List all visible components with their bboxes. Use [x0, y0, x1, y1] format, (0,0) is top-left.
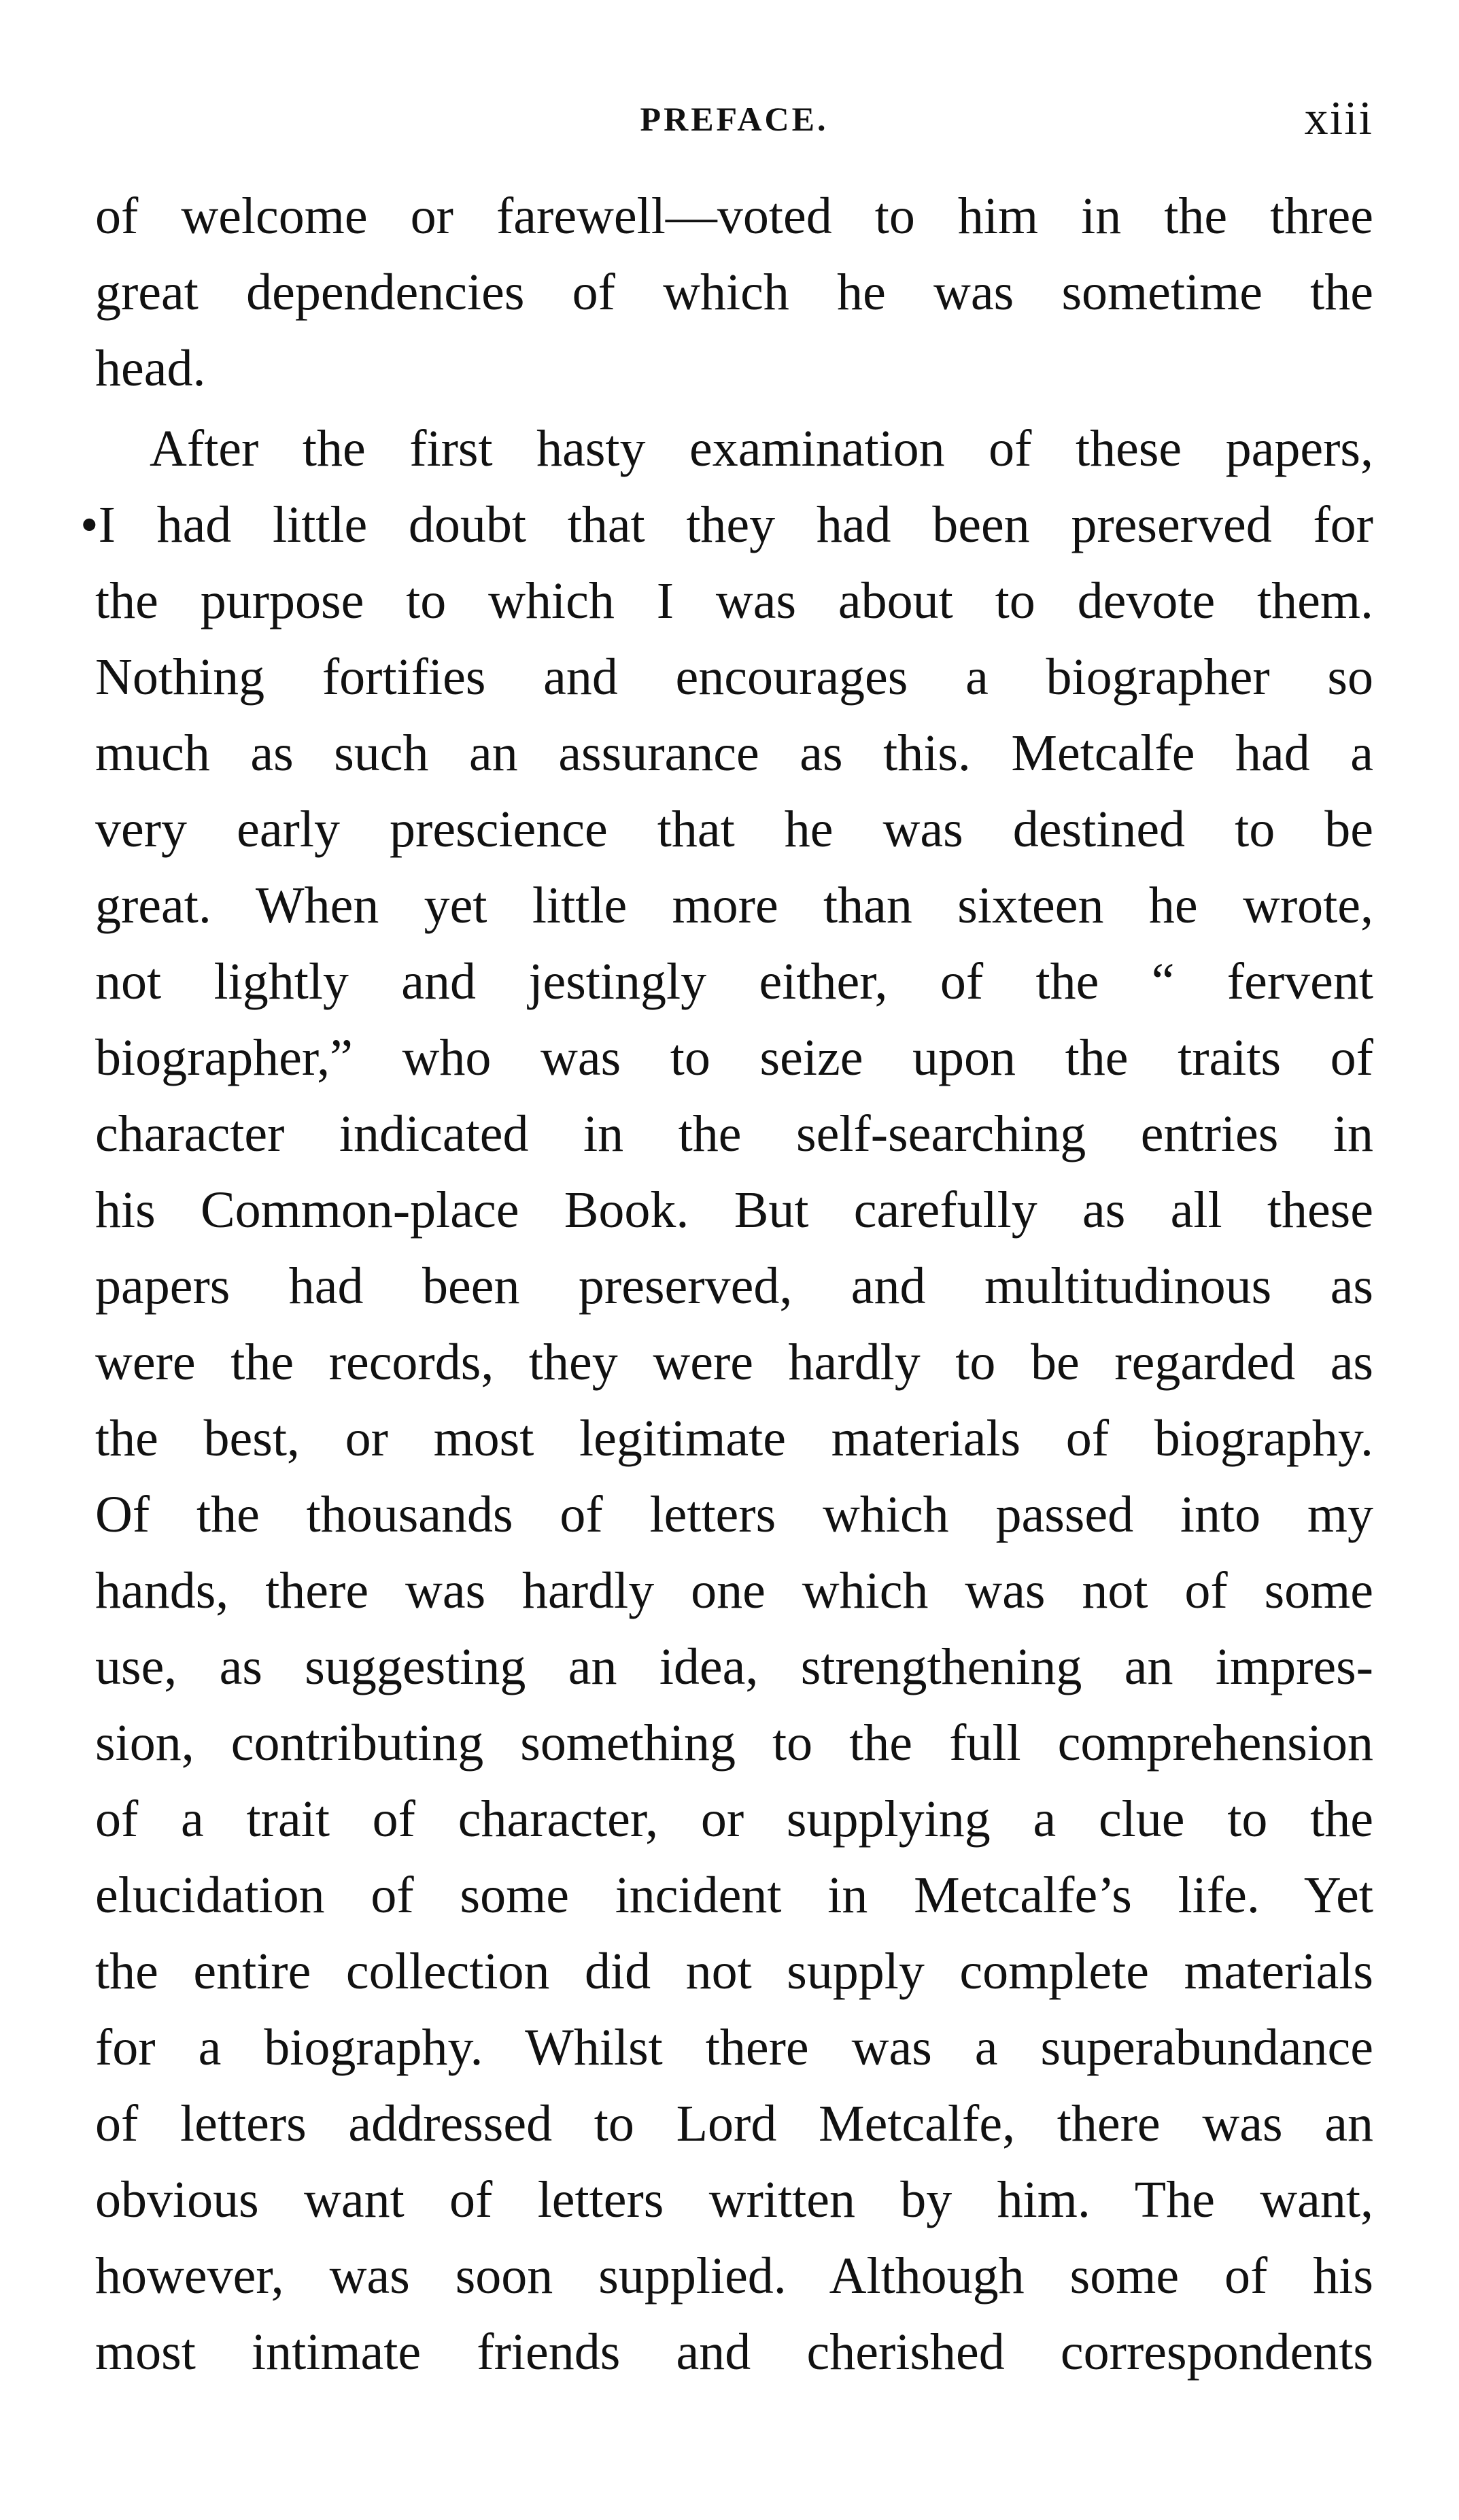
text-line: were the records, they were hardly to be regarded as	[95, 1334, 1373, 1391]
text-line: very early prescience that he was destined to be	[95, 801, 1373, 858]
text-line: for a biography. Whilst there was a superabundance	[95, 2019, 1373, 2076]
text-line: papers had been preserved, and multitudinous as	[95, 1258, 1373, 1315]
text-line: great dependencies of which he was sometime the	[95, 264, 1373, 321]
text-line: hands, there was hardly one which was not of some	[95, 1562, 1373, 1619]
text-line: After the first hasty examination of these papers,	[150, 420, 1373, 477]
text-line: Of the thousands of letters which passed into my	[95, 1486, 1373, 1543]
text-line: the best, or most legitimate materials of biography.	[95, 1410, 1373, 1467]
text-line: however, was soon supplied. Although some of his	[95, 2247, 1373, 2305]
text-line: head.	[95, 340, 206, 397]
page-number: xiii	[1304, 92, 1373, 145]
text-line: of letters addressed to Lord Metcalfe, there was an	[95, 2095, 1373, 2152]
text-line: •I had little doubt that they had been preserved for	[80, 496, 1373, 553]
text-line: obvious want of letters written by him. The want,	[95, 2171, 1373, 2228]
text-line: his Common-place Book. But carefully as all these	[95, 1181, 1373, 1239]
running-title: PREFACE.	[640, 100, 829, 138]
text-line: the entire collection did not supply complete materials	[95, 1943, 1373, 2000]
text-line: much as such an assurance as this. Metcalfe had a	[95, 725, 1373, 782]
text-line: the purpose to which I was about to devote them.	[95, 572, 1373, 629]
text-line: sion, contributing something to the full comprehension	[95, 1714, 1373, 1772]
text-line: great. When yet little more than sixteen he wrote,	[95, 877, 1373, 934]
text-line: of a trait of character, or supplying a clue to the	[95, 1791, 1373, 1848]
text-line: not lightly and jestingly either, of the “ fervent	[95, 953, 1373, 1010]
text-line: character indicated in the self-searching entries in	[95, 1105, 1373, 1162]
body-text	[80, 178, 1373, 2390]
text-line: use, as suggesting an idea, strengthening an impres-	[95, 1638, 1373, 1695]
running-head	[95, 82, 1373, 156]
text-line: elucidation of some incident in Metcalfe’s life. Yet	[95, 1867, 1373, 1924]
text-line: of welcome or farewell—voted to him in the three	[95, 188, 1373, 245]
text-line: Nothing fortifies and encourages a biographer so	[95, 649, 1373, 706]
text-line: biographer,” who was to seize upon the traits of	[95, 1029, 1373, 1086]
text-line: most intimate friends and cherished correspondents	[95, 2324, 1373, 2381]
